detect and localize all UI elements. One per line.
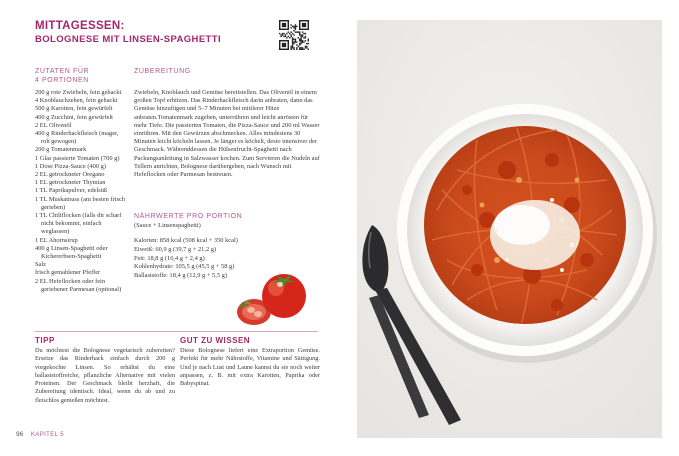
nutrition-item: Eiweiß: 60,9 g (39,7 g + 21,2 g)	[134, 245, 217, 253]
tipp-text: Du möchtest die Bolognese vegetarisch zubereiten? Ersetze das Rinderhack einfach durch 200 g vorgekochte Linsen. So erhältst du eine ballaststoffreiche, pflanzliche Alternative mit vielen Proteinen. Der Geschmack bleibt herzhaft, die Zubereitung identisch. Ideal, wenn du ab und zu fleischlos genießen möchtest.	[35, 347, 175, 404]
ingredient-item: 1 TL Paprikapulver, edelsüß	[35, 187, 108, 195]
gut-zu-wissen-text: Diese Bolognese liefert eine Extraportion Gemüse. Perfekt für mehr Nährstoffe, Vitamine und Sättigung. Und je nach Lust und Laune kannst du sie noch weiter anpassen, z. B. mit extra Karotten, Paprika oder Babyspinat.	[180, 347, 320, 388]
ingredient-item: 4 Knoblauchzehen, fein gehackt	[35, 97, 118, 105]
ingredient-item: 1 TL Chiliflocken (falls dir scharf nicht bekommt, einfach weglassen)	[35, 212, 122, 236]
tomato-illustration	[232, 262, 310, 330]
ingredient-item: Salz	[35, 261, 47, 269]
ingredient-item: 400 g Linsen-Spaghetti oder Kichererbsen-Spaghetti	[35, 244, 108, 261]
ingredient-item: 2 EL Hefeflocken oder fein geriebener Parmesan (optional)	[35, 277, 122, 293]
recipe-title-line2: BOLOGNESE MIT LINSEN-SPAGHETTI	[35, 34, 221, 45]
nutrition-item: Fett: 18,8 g (16,4 g + 2,4 g)	[134, 254, 205, 262]
nutrition-list	[134, 237, 238, 281]
ingredient-item: 400 g Rinderhackfleisch (mager, roh gewogen)	[35, 130, 119, 146]
ingredient-item: 2 EL Olivenöl	[35, 121, 72, 129]
preparation-text: Zwiebeln, Knoblauch und Gemüse bereitstellen. Das Olivenöl in einem großen Topf erhitzen. Das Rinderhackfleisch darin anbraten, dann das Gemüse hinzufügen und 5–7 Minuten bei mittlerer Hitze anbraten.Tomatenmark zugeben, unterrühren und leicht anrösten für mehr Tiefe. Die passierten Tomaten, die Pizza-Sauce und 200 ml Wasser einrühren. Mit den Gewürzen abschmecken. Alles mindestens 30 Minuten leicht köcheln lassen. Je länger es köchelt, desto intensiver der Geschmack. Währenddessen die Hülsenfrucht-Spaghetti nach Packungsanleitung in Salzwasser kochen. Zum Servieren die Nudeln auf Tellern anrichten, Bolognese darübergeben, nach Wunsch mit Hefeflocken oder Parmesan bestreuen.	[134, 89, 320, 179]
chapter-label: KAPITEL 5	[30, 432, 64, 438]
ingredient-item: 1 TL Muskatnuss (am besten frisch gerieben)	[35, 195, 125, 211]
ingredient-item: 1 Glas passierte Tomaten (700 g)	[35, 154, 120, 162]
recipe-title	[35, 20, 221, 46]
ingredient-item: 1 Dose Pizza-Sauce (400 g)	[35, 162, 106, 170]
ingredients-heading: ZUTATEN FÜR 4 PORTIONEN	[35, 68, 90, 84]
ingredient-item: frisch gemahlener Pfeffer	[35, 269, 101, 277]
nutrition-item: Kalorien: 858 kcal (508 kcal + 350 kcal)	[134, 237, 238, 244]
page-number: 96	[16, 431, 24, 438]
ingredient-item: 200 g Tomatenmark	[35, 146, 87, 154]
nutrition-item: Kohlenhydrate: 105,5 g (45,5 g + 58 g)	[134, 263, 235, 271]
section-divider	[35, 331, 318, 332]
ingredient-item: 200 g rote Zwiebeln, fein gehackt	[35, 89, 122, 96]
tipp-heading: TIPP	[35, 336, 55, 345]
spaghetti-bolognese-photo	[357, 20, 662, 438]
nutrition-heading: NÄHRWERTE PRO PORTION	[134, 213, 243, 220]
ingredient-item: 400 g Zucchini, fein gewürfelt	[35, 113, 113, 121]
ingredient-item: 1 EL Ahornsirup	[35, 236, 78, 244]
nutrition-subheading: (Sauce + Linsenspaghetti)	[134, 222, 201, 229]
qr-code-icon[interactable]	[279, 20, 309, 50]
ingredient-item: 500 g Karotten, fein gewürfelt	[35, 105, 113, 113]
nutrition-item: Ballaststoffe: 18,4 g (12,9 g + 5,5 g)	[134, 272, 227, 280]
ingredients-list	[35, 89, 127, 294]
recipe-title-line1: MITTAGESSEN:	[35, 20, 125, 32]
gut-zu-wissen-heading: GUT ZU WISSEN	[180, 336, 251, 345]
page-footer	[16, 431, 64, 438]
ingredient-item: 1 EL getrockneter Thymian	[35, 179, 106, 187]
ingredient-item: 2 EL getrockneter Oregano	[35, 171, 105, 179]
preparation-heading: ZUBEREITUNG	[134, 68, 191, 75]
